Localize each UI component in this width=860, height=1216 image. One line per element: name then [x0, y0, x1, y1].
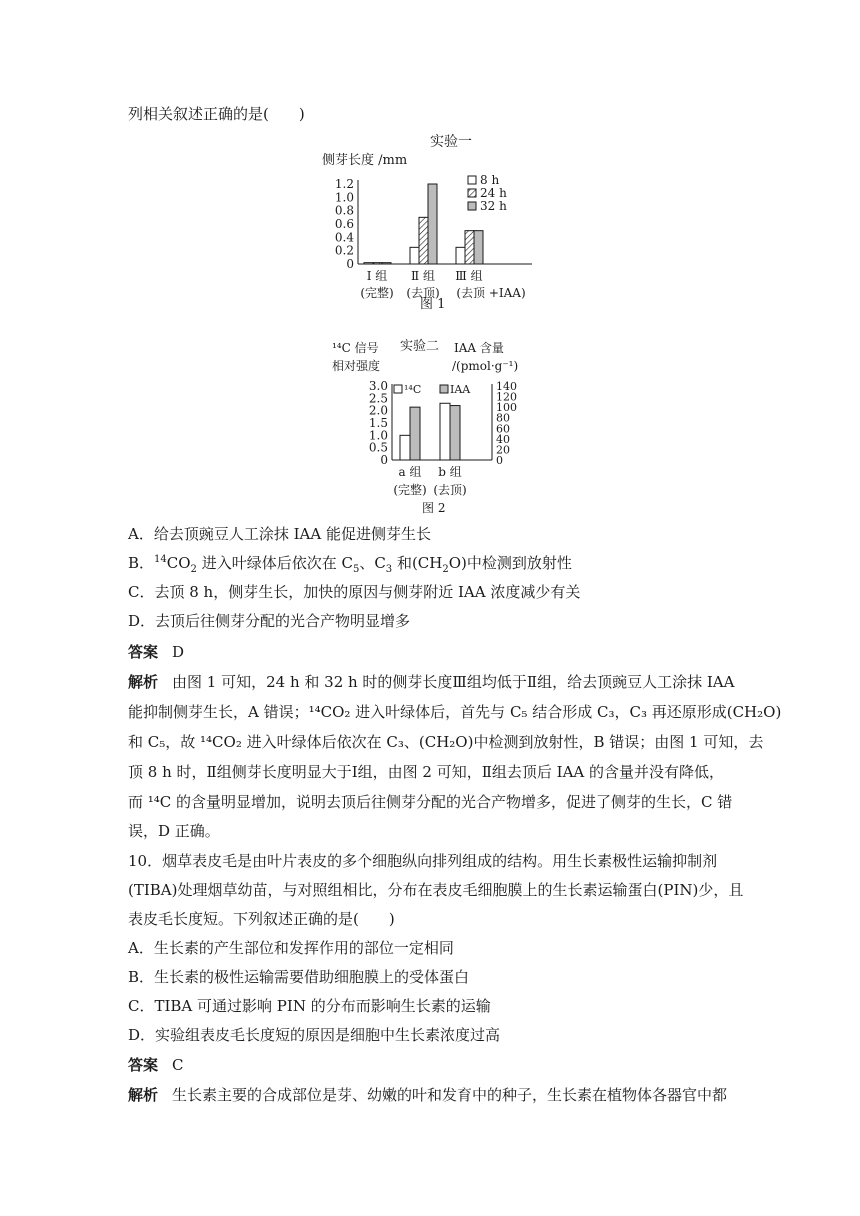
q9-option-c: C．去顶 8 h，侧芽生长，加快的原因与侧芽附近 IAA 浓度减少有关	[128, 583, 581, 601]
fig2-left-label-1: ¹⁴C 信号	[332, 341, 379, 355]
fig1-group-sub: (完整)	[360, 286, 394, 300]
fig1-bar	[373, 263, 382, 264]
fig2-group-name: a 组	[398, 465, 422, 479]
q10-stem-3: 表皮毛长度短。下列叙述正确的是( )	[128, 910, 395, 928]
fig1-bar	[465, 231, 474, 264]
fig2-group-name: b 组	[438, 465, 462, 479]
q9-analysis-5: 而 ¹⁴C 的含量明显增加，说明去顶后往侧芽分配的光合产物增多，促进了侧芽的生长，C 错	[128, 793, 733, 811]
fig2-y-left-tick-label: 1.0	[368, 428, 388, 443]
fig1-legend-label: 24 h	[480, 186, 507, 200]
q10-option-d: D．实验组表皮毛长度短的原因是细胞中生长素浓度过高	[128, 1026, 501, 1044]
fig2-y-left-tick-label: 2.0	[368, 403, 388, 418]
fig1-bar	[364, 263, 373, 264]
fig1-bar	[410, 247, 419, 264]
fig1-group-name: Ⅲ 组	[455, 269, 483, 283]
figure-2-chart	[328, 334, 568, 514]
fig2-y-right-tick-label: 60	[496, 422, 510, 436]
fig2-y-left-tick-label: 0.5	[368, 440, 388, 455]
q10-analysis-1: 解析 生长素主要的合成部位是芽、幼嫩的叶和发育中的种子，生长素在植物体各器官中都	[128, 1086, 728, 1104]
fig2-bar	[450, 406, 460, 460]
fig1-group-sub: (去顶)	[406, 286, 440, 300]
q10-option-a: A．生长素的产生部位和发挥作用的部位一定相同	[128, 939, 454, 957]
fig1-title: 实验一	[430, 134, 472, 150]
q10-answer: 答案 C	[128, 1056, 184, 1074]
fig2-legend-swatch	[394, 385, 402, 393]
fig1-caption: 图 1	[420, 297, 446, 310]
q9-analysis-4: 顶 8 h 时，Ⅱ组侧芽长度明显大于Ⅰ组，由图 2 可知，Ⅱ组去顶后 IAA 的含量并没有降低，	[128, 763, 725, 781]
q10-stem-2: (TIBA)处理烟草幼苗，与对照组相比，分布在表皮毛细胞膜上的生长素运输蛋白(PIN)少，且	[128, 881, 744, 899]
fig1-bar	[456, 247, 465, 264]
q9-answer: 答案 D	[128, 643, 185, 661]
fig2-y-right-tick-label: 80	[496, 411, 510, 425]
q9-option-b: B．$^{14}CO_2$ 进入叶绿体后依次在 $C_5$、$C_3$ 和$(CH_2O)$中检测到放射性	[128, 554, 572, 575]
figure-1-chart	[320, 130, 580, 310]
fig1-y-tick-label: 0.6	[334, 217, 354, 231]
q10-stem-1: 10．烟草表皮毛是由叶片表皮的多个细胞纵向排列组成的结构。用生长素极性运输抑制剂	[128, 852, 718, 870]
q9-analysis-3: 和 C₅，故 ¹⁴CO₂ 进入叶绿体后依次在 C₃、(CH₂O)中检测到放射性，B 错误；由图 1 可知，去	[128, 733, 764, 751]
fig2-legend-swatch	[440, 385, 448, 393]
fig2-legend	[394, 383, 471, 396]
fig1-y-tick-label: 0.8	[334, 203, 354, 218]
fig1-legend-swatch	[468, 189, 476, 197]
fig1-bar	[428, 184, 437, 264]
fig1-bar	[382, 263, 391, 264]
fig2-bar	[400, 435, 410, 460]
fig2-caption: 图 2	[422, 501, 446, 514]
q10-option-c: C．TIBA 可通过影响 PIN 的分布而影响生长素的运输	[128, 997, 491, 1015]
fig1-y-tick-label: 0	[346, 257, 354, 271]
fig2-y-right-tick-label: 0	[496, 454, 503, 467]
fig2-group-sub: (去顶)	[433, 483, 467, 497]
fig2-y-left-tick-label: 2.5	[368, 391, 388, 406]
fig2-y-right-tick-label: 20	[496, 443, 510, 457]
fig2-y-right-tick-label: 120	[496, 390, 517, 404]
fig1-y-tick-label: 0.4	[334, 230, 354, 245]
question-stem-tail: 列相关叙述正确的是( )	[128, 105, 305, 123]
fig1-y-ticks	[335, 177, 354, 271]
fig2-legend-label: ¹⁴C	[404, 383, 422, 396]
fig1-y-label: 侧芽长度 /mm	[322, 153, 408, 168]
fig1-legend-swatch	[468, 176, 476, 184]
q9-analysis-2: 能抑制侧芽生长，A 错误；¹⁴CO₂ 进入叶绿体后，首先与 C₅ 结合形成 C₃，C₃ 再还原形成(CH₂O)	[128, 703, 782, 721]
q9-analysis-1: 解析 由图 1 可知，24 h 和 32 h 时的侧芽长度Ⅲ组均低于Ⅱ组，给去顶豌豆人工涂抹 IAA	[128, 673, 735, 691]
fig2-bars	[400, 403, 460, 460]
fig2-legend-label: IAA	[450, 383, 471, 396]
fig1-bar	[419, 217, 428, 264]
fig2-bar	[410, 407, 420, 460]
fig2-right-label-1: IAA 含量	[454, 341, 504, 355]
fig1-y-tick-label: 0.2	[334, 243, 354, 258]
q9-option-a: A．给去顶豌豆人工涂抹 IAA 能促进侧芽生长	[128, 525, 431, 543]
fig2-group-labels	[393, 465, 466, 497]
fig1-legend-swatch	[468, 202, 476, 210]
fig1-y-tick-label: 1.0	[334, 190, 354, 205]
fig2-y-left-tick-label: 1.5	[368, 416, 388, 430]
fig2-title: 实验二	[400, 339, 440, 354]
q9-option-d: D．去顶后往侧芽分配的光合产物明显增多	[128, 612, 411, 630]
fig2-group-sub: (完整)	[393, 483, 427, 497]
fig2-y-left-tick-label: 3.0	[368, 379, 388, 393]
fig1-bars	[364, 184, 483, 264]
fig1-group-labels	[360, 269, 525, 300]
fig1-group-name: Ⅱ 组	[411, 269, 435, 283]
fig1-legend	[468, 173, 507, 213]
fig2-left-label-2: 相对强度	[332, 359, 381, 373]
fig2-y-left-tick-label: 0	[380, 453, 388, 467]
fig1-group-name: Ⅰ 组	[366, 269, 388, 283]
fig2-right-label-2: /(pmol·g⁻¹)	[452, 359, 519, 373]
fig2-y-right-tick-label: 140	[496, 380, 517, 393]
fig2-bar	[440, 403, 450, 460]
fig1-group-sub: (去顶 +IAA)	[456, 286, 526, 300]
fig1-legend-label: 8 h	[480, 173, 500, 187]
fig2-y-right-tick-label: 40	[496, 432, 510, 446]
q10-option-b: B．生长素的极性运输需要借助细胞膜上的受体蛋白	[128, 968, 470, 986]
fig1-legend-label: 32 h	[480, 199, 507, 213]
fig2-y-right-tick-label: 100	[496, 401, 517, 415]
fig1-y-tick-label: 1.2	[334, 177, 354, 191]
fig1-bar	[474, 231, 483, 264]
q9-analysis-6: 误，D 正确。	[128, 822, 220, 840]
